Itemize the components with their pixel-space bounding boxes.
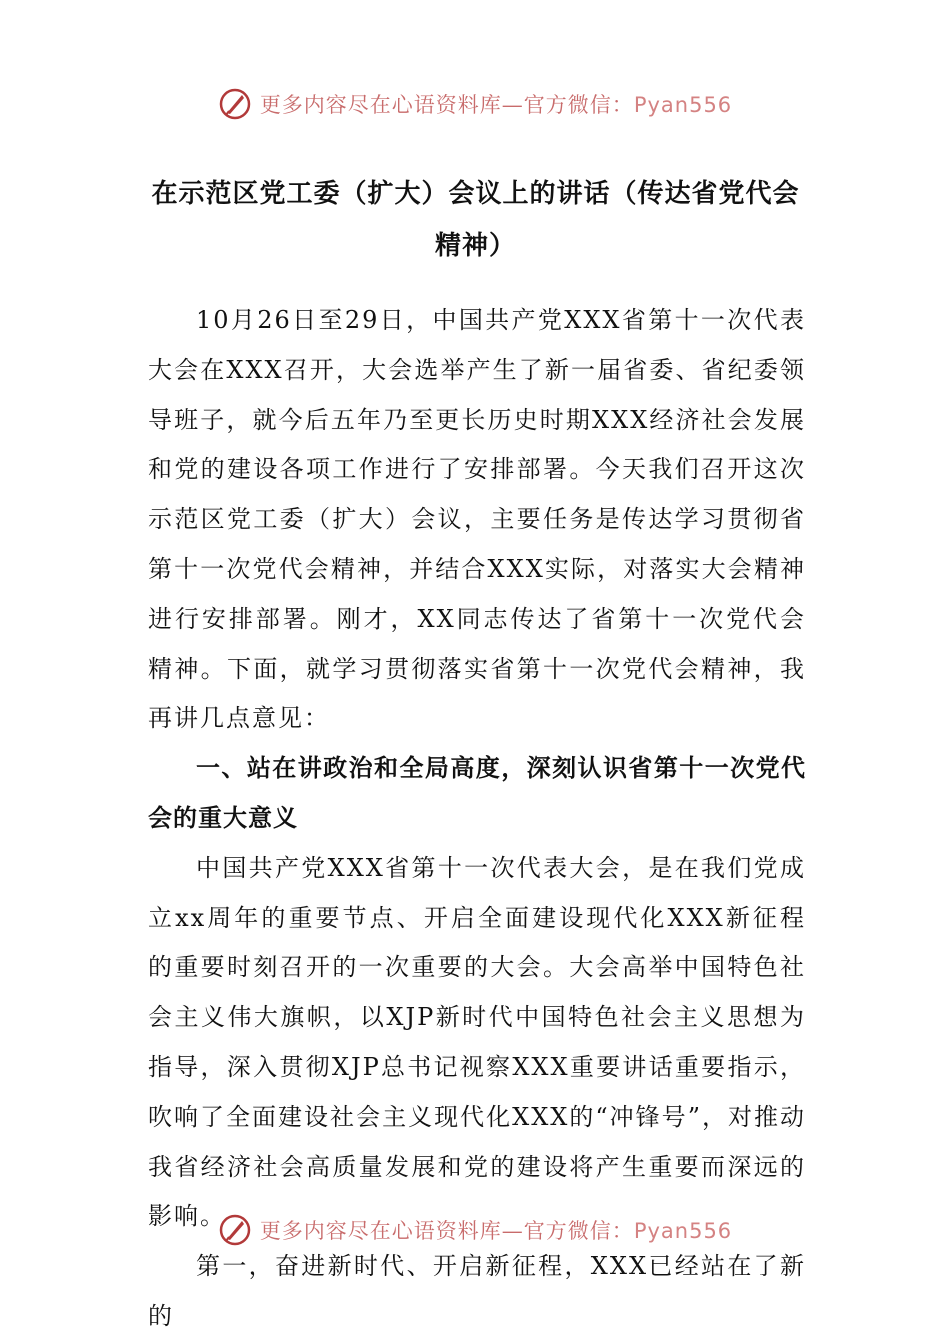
header-watermark xyxy=(0,84,950,124)
quill-logo-icon xyxy=(218,1213,252,1247)
watermark-text: 更多内容尽在心语资料库—官方微信：Pyan556 xyxy=(259,1219,733,1243)
watermark-text: 更多内容尽在心语资料库—官方微信：Pyan556 xyxy=(259,93,733,117)
watermark-wechat-id: Pyan556 xyxy=(633,93,733,117)
intro-paragraph: 10月26日至29日，中国共产党XXX省第十一次代表大会在XXX召开，大会选举产生了新一届省委、省纪委领导班子，就今后五年乃至更长历史时期XXX经济社会发展和党的建设各项工作进行了安排部署。今天我们召开这次示范区党工委（扩大）会议，主要任务是传达学习贯彻省第十一次党代会精神，并结合XXX实际，对落实大会精神进行安排部署。刚才，XX同志传达了省第十一次党代会精神。下面，就学习贯彻落实省第十一次党代会精神，我再讲几点意见： xyxy=(148,306,806,733)
body-paragraph: 中国共产党XXX省第十一次代表大会，是在我们党成立xx周年的重要节点、开启全面建设现代化XXX新征程的重要时刻召开的一次重要的大会。大会高举中国特色社会主义伟大旗帜，以XJP新时代中国特色社会主义思想为指导，深入贯彻XJP总书记视察XXX重要讲话重要指示，吹响了全面建设社会主义现代化XXX的“冲锋号”，对推动我省经济社会高质量发展和党的建设将产生重要而深远的影响。 xyxy=(148,853,806,1231)
document-body xyxy=(148,296,806,1342)
footer-watermark xyxy=(0,1210,950,1250)
watermark-wechat-id: Pyan556 xyxy=(633,1219,733,1243)
document-title: 在示范区党工委（扩大）会议上的讲话（传达省党代会精神） xyxy=(151,179,800,261)
quill-logo-icon xyxy=(218,87,252,121)
body-paragraph-partial: 第一，奋进新时代、开启新征程，XXX已经站在了新的 xyxy=(148,1252,806,1330)
section-heading-1: 一、站在讲政治和全局高度，深刻认识省第十一次党代会的重大意义 xyxy=(148,754,806,832)
